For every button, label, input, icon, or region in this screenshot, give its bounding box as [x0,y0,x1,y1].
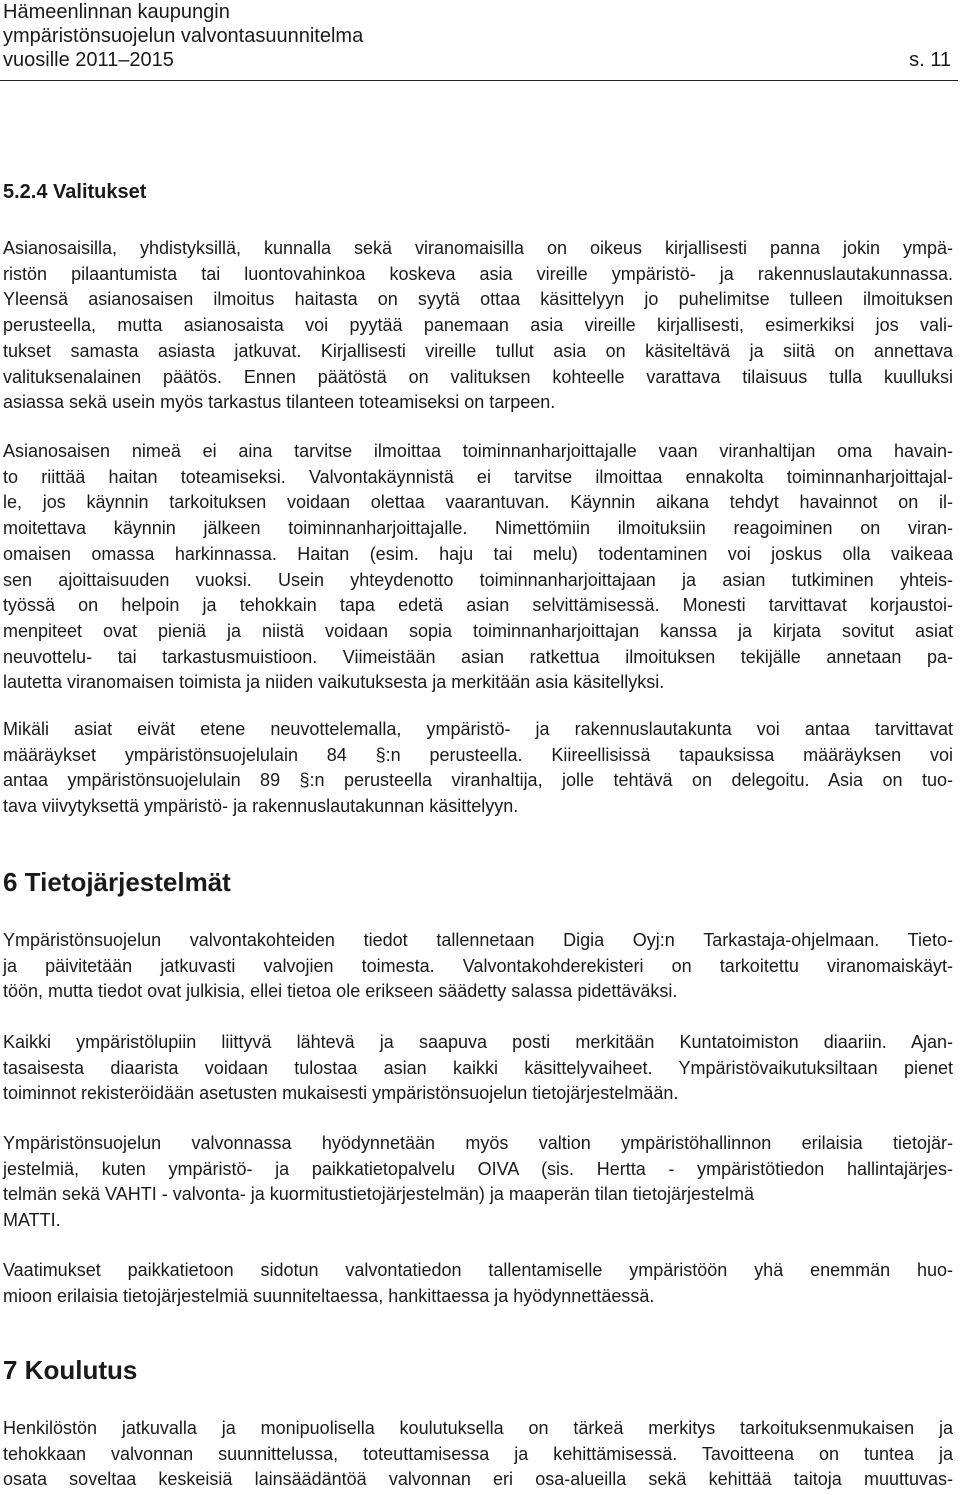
text-line: töön, mutta tiedot ovat julkisia, ellei tietoa ole erikseen säädetty salassa pidettäväksi. [3,981,678,1002]
subsection-heading-valitukset: 5.2.4 Valitukset [3,181,147,203]
text-line: mioon erilaisia tietojärjestelmiä suunniteltaessa, hankittaessa ja hyödynnettäessä. [3,1285,655,1306]
text-line: Ympäristönsuojelun valvonnassa hyödynnetään myös valtion ympäristöhallinnon erilaisia tietojär- [3,1133,953,1153]
text-line: antaa ympäristönsuojelulain 89 §:n perusteella viranhaltija, jolle tehtävä on delegoitu. Asia on tuo- [3,770,953,791]
paragraph [3,1030,953,1107]
text-line: työssä on helpoin ja tehokkain tapa edetä asian selvittämisessä. Monesti tarvittavat korjaustoi- [3,595,953,616]
header-period: vuosille 2011–2015 [3,49,174,71]
text-line: Henkilöstön jatkuvalla ja monipuolisella koulutuksella on tärkeä merkitys tarkoituksenmukaisen ja [3,1418,953,1438]
text-line: Asianosaisen nimeä ei aina tarvitse ilmoittaa toiminnanharjoittajalle vaan viranhaltijan oma havain- [3,441,953,461]
text-line: Mikäli asiat eivät etene neuvottelemalla, ympäristö- ja rakennuslautakunta voi antaa tarvittavat [3,719,953,739]
text-line: menpiteet ovat pieniä ja niistä voidaan sopia toiminnanharjoittajan kanssa ja kirjata sovitut asiat [3,620,953,641]
paragraph [3,1416,953,1493]
text-line: le, jos käynnin tarkoituksen voidaan olettaa vaarantuvan. Käynnin aikana tehdyt havainnot on il- [3,492,953,513]
text-line: Yleensä asianosaisen ilmoitus haitasta on syytä ottaa käsittelyyn jo puhelimitse tulleen ilmoituksen [3,289,953,310]
header-organization: Hämeenlinnan kaupungin [3,1,230,23]
text-line: tukset samasta asiasta jatkuvat. Kirjallisesti vireille tullut asia on käsiteltävä ja siitä on annettava [3,340,953,361]
text-line: valituksenalainen päätös. Ennen päätöstä on valituksen kohteelle varattava tilaisuus tulla kuulluksi [3,366,953,387]
paragraph [3,928,953,1005]
paragraph [3,717,953,820]
text-line: MATTI. [3,1210,61,1231]
text-line: Vaatimukset paikkatietoon sidotun valvontatiedon tallentamiselle ympäristöön yhä enemmän huo- [3,1260,953,1280]
section-heading-tietojarjestelmat: 6 Tietojärjestelmät [3,867,231,897]
paragraph [3,439,953,696]
text-line: Asianosaisilla, yhdistyksillä, kunnalla sekä viranomaisilla on oikeus kirjallisesti panna jokin ympä- [3,238,953,258]
text-line: to riittää haitan toteamiseksi. Valvontakäynnistä ei tarvitse ilmoittaa ennakolta toiminnanharjoittajal- [3,466,953,487]
text-line: jestelmiä, kuten ympäristö- ja paikkatietopalvelu OIVA (sis. Hertta - ympäristötiedon hallintajärjes- [3,1158,953,1179]
page-header [3,0,955,72]
text-line: Ympäristönsuojelun valvontakohteiden tiedot tallennetaan Digia Oyj:n Tarkastaja-ohjelmaan. Tieto- [3,930,953,950]
text-line: Kaikki ympäristölupiin liittyvä lähtevä ja saapuva posti merkitään Kuntatoimiston diaariin. Ajan- [3,1032,953,1052]
paragraph [3,1131,953,1234]
text-line: toiminnot rekisteröidään asetusten mukaisesti ympäristönsuojelun tietojärjestelmään. [3,1083,679,1104]
text-line: määräykset ympäristönsuojelulain 84 §:n perusteella. Kiireellisissä tapauksissa määräyksen voi [3,744,953,765]
text-line: neuvottelu- tai tarkastusmuistioon. Viimeistään asian ratkettua ilmoituksen tekijälle annetaan pa- [3,646,953,667]
text-line: telmän sekä VAHTI - valvonta- ja kuormitustietojärjestelmän) ja maaperän tilan tietojärjestelmä [3,1184,754,1205]
text-line: lautetta viranomaisen toimista ja niiden vaikutuksesta ja merkitään asia käsitellyksi. [3,672,665,693]
text-line: ja päivitetään jatkuvasti valvojien toimesta. Valvontakohderekisteri on tarkoitettu viranomaiskäyt- [3,955,953,976]
header-document-title: ympäristönsuojelun valvontasuunnitelma [3,25,364,47]
text-line: tava viivytyksettä ympäristö- ja rakennuslautakunnan käsittelyyn. [3,796,519,817]
paragraph [3,1258,953,1309]
text-line: moitettava käynnin jälkeen toiminnanharjoittajalle. Nimettömiin ilmoituksiin reagoiminen on viran- [3,518,953,539]
text-line: tasaisesta diaarista voidaan tulostaa asian kaikki käsittelyvaiheet. Ympäristövaikutuksiltaan pienet [3,1057,953,1078]
text-line: tehokkaan valvonnan suunnittelussa, toteuttamisessa ja kehittämisessä. Tavoitteena on tuntea ja [3,1443,953,1464]
page-number: s. 11 [909,49,951,71]
text-line: perusteella, mutta asianosaista voi pyytää panemaan asia vireille kirjallisesti, esimerkiksi jos vali- [3,315,953,336]
paragraph [3,236,953,416]
text-line: omaisen omassa harkinnassa. Haitan (esim. haju tai melu) todentaminen voi joskus olla vaikeaa [3,543,953,564]
text-line: osata soveltaa keskeisiä lainsäädäntöä valvonnan eri osa-alueilla sekä kehittää taitoja muuttuvas- [3,1469,953,1490]
header-divider [0,80,958,81]
text-line: ristön pilaantumista tai luontovahinkoa koskeva asia vireille ympäristö- ja rakennuslautakunnassa. [3,263,953,284]
text-line: sen ajoittaisuuden vuoksi. Usein yhteydenotto toiminnanharjoittajaan ja asian tutkiminen yhteis- [3,569,953,590]
section-heading-koulutus: 7 Koulutus [3,1355,138,1385]
text-line: asiassa sekä usein myös tarkastus tilanteen toteamiseksi on tarpeen. [3,392,556,413]
